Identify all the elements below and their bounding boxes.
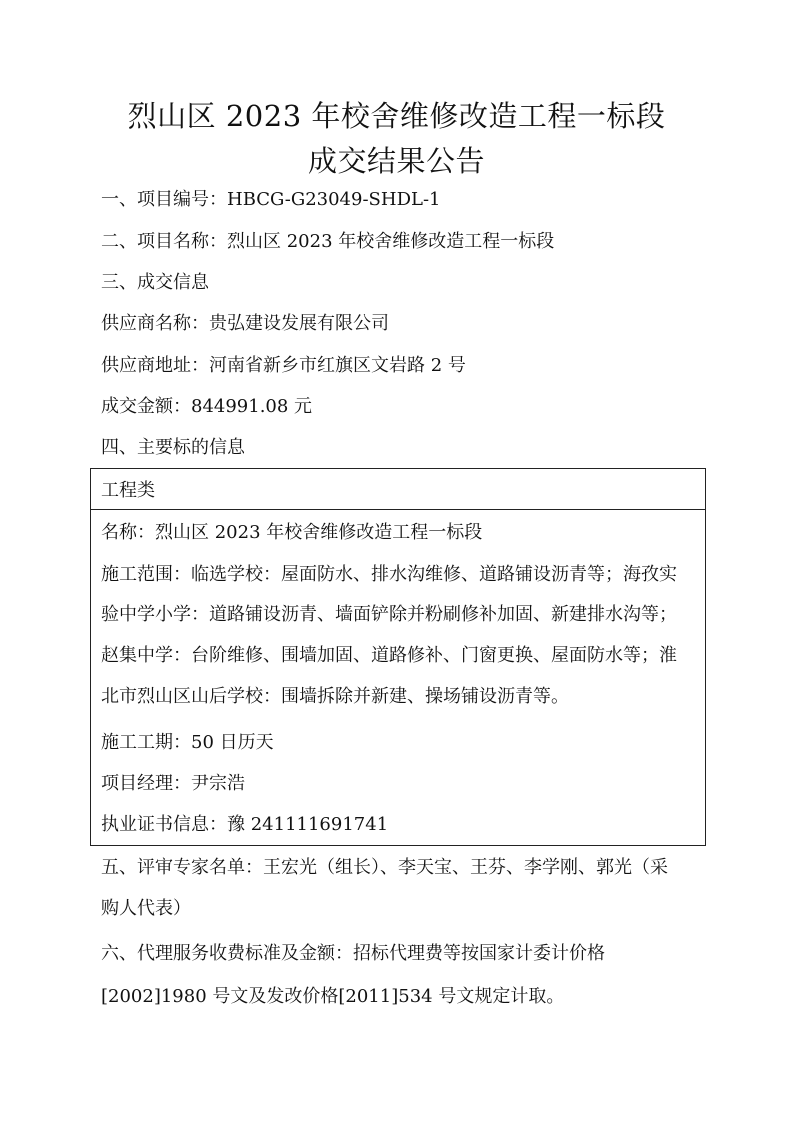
table-duration: 施工工期：50 日历天 — [101, 732, 274, 753]
table-scope-line4: 北市烈山区山后学校：围墙拆除并新建、操场铺设沥青等。 — [101, 686, 569, 707]
fees-line1: 六、代理服务收费标准及金额：招标代理费等按国家计委计价格 — [101, 943, 605, 964]
table-manager: 项目经理：尹宗浩 — [101, 773, 245, 794]
supplier-name: 供应商名称：贵弘建设发展有限公司 — [101, 313, 389, 334]
supplier-address: 供应商地址：河南省新乡市红旗区文岩路 2 号 — [101, 355, 466, 376]
main-subject-table — [90, 468, 706, 846]
table-certificate: 执业证书信息：豫 241111691741 — [101, 814, 389, 835]
fees-line2: [2002]1980 号文及发改价格[2011]534 号文规定计取。 — [101, 986, 565, 1007]
table-header-category: 工程类 — [101, 480, 155, 501]
table-scope-line1: 施工范围：临选学校：屋面防水、排水沟维修、道路铺设沥青等；海孜实 — [101, 564, 677, 585]
table-project-name: 名称：烈山区 2023 年校舍维修改造工程一标段 — [101, 522, 483, 543]
document-title-line2: 成交结果公告 — [307, 144, 485, 178]
main-subject-heading: 四、主要标的信息 — [101, 437, 245, 458]
project-name: 二、项目名称：烈山区 2023 年校舍维修改造工程一标段 — [101, 231, 555, 252]
table-divider — [91, 509, 705, 510]
project-number: 一、项目编号：HBCG-G23049-SHDL-1 — [101, 189, 441, 210]
experts-line2: 购人代表） — [101, 898, 191, 919]
experts-line1: 五、评审专家名单：王宏光（组长）、李天宝、王芬、李学刚、郭光（采 — [101, 857, 668, 878]
deal-amount: 成交金额：844991.08 元 — [101, 396, 313, 417]
table-scope-line3: 赵集中学：台阶维修、围墙加固、道路修补、门窗更换、屋面防水等；淮 — [101, 645, 677, 666]
deal-info-heading: 三、成交信息 — [101, 272, 209, 293]
document-title-line1: 烈山区 2023 年校舍维修改造工程一标段 — [127, 99, 666, 133]
table-scope-line2: 验中学小学：道路铺设沥青、墙面铲除并粉刷修补加固、新建排水沟等； — [101, 604, 677, 625]
